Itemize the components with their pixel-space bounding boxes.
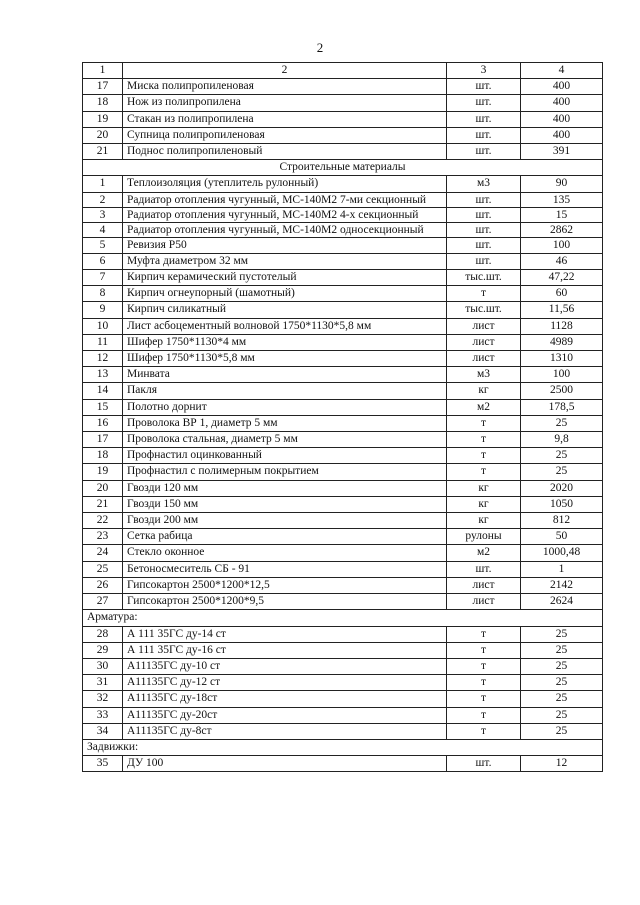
item-quantity: 12 (521, 756, 603, 772)
row-number: 11 (83, 334, 123, 350)
item-unit: рулоны (447, 529, 521, 545)
item-unit: т (447, 675, 521, 691)
item-name: Гипсокартон 2500*1200*9,5 (123, 594, 447, 610)
row-number: 25 (83, 561, 123, 577)
item-quantity: 15 (521, 207, 603, 222)
item-name: Радиатор отопления чугунный, МС-140М2 7-ми секционный (123, 192, 447, 207)
row-number: 13 (83, 367, 123, 383)
item-quantity: 50 (521, 529, 603, 545)
item-unit: т (447, 286, 521, 302)
item-quantity: 25 (521, 464, 603, 480)
row-number: 35 (83, 756, 123, 772)
table-row (83, 253, 603, 269)
table-row (83, 111, 603, 127)
row-number: 4 (83, 222, 123, 237)
item-unit: т (447, 723, 521, 739)
row-number: 30 (83, 658, 123, 674)
item-name: А11135ГС ду-18ст (123, 691, 447, 707)
item-unit: лист (447, 577, 521, 593)
item-name: Лист асбоцементный волновой 1750*1130*5,8 мм (123, 318, 447, 334)
row-number: 22 (83, 513, 123, 529)
table-row (83, 144, 603, 160)
item-quantity: 2624 (521, 594, 603, 610)
item-quantity: 391 (521, 144, 603, 160)
row-number: 31 (83, 675, 123, 691)
item-unit: шт. (447, 144, 521, 160)
item-name: Миска полипропиленовая (123, 79, 447, 95)
row-number: 32 (83, 691, 123, 707)
item-name: А 111 35ГС ду-14 ст (123, 626, 447, 642)
item-quantity: 812 (521, 513, 603, 529)
item-quantity: 60 (521, 286, 603, 302)
materials-table (82, 62, 603, 772)
item-quantity: 90 (521, 176, 603, 192)
item-unit: шт. (447, 756, 521, 772)
item-quantity: 11,56 (521, 302, 603, 318)
item-name: А11135ГС ду-12 ст (123, 675, 447, 691)
item-unit: лист (447, 351, 521, 367)
item-name: Бетоносмеситель СБ - 91 (123, 561, 447, 577)
row-number: 12 (83, 351, 123, 367)
item-name: Ревизия Р50 (123, 237, 447, 253)
item-name: Шифер 1750*1130*4 мм (123, 334, 447, 350)
item-quantity: 25 (521, 707, 603, 723)
row-number: 7 (83, 270, 123, 286)
item-unit: т (447, 432, 521, 448)
row-number: 18 (83, 95, 123, 111)
section-row (83, 160, 603, 176)
item-name: Пакля (123, 383, 447, 399)
item-quantity: 46 (521, 253, 603, 269)
item-quantity: 25 (521, 415, 603, 431)
item-unit: шт. (447, 237, 521, 253)
item-quantity: 25 (521, 626, 603, 642)
item-quantity: 1310 (521, 351, 603, 367)
table-row (83, 594, 603, 610)
item-quantity: 2862 (521, 222, 603, 237)
item-quantity: 25 (521, 691, 603, 707)
item-name: Теплоизоляция (утеплитель рулонный) (123, 176, 447, 192)
item-quantity: 135 (521, 192, 603, 207)
table-row (83, 176, 603, 192)
section-title: Задвижки: (83, 739, 603, 755)
row-number: 29 (83, 642, 123, 658)
row-number: 10 (83, 318, 123, 334)
item-unit: т (447, 642, 521, 658)
item-name: Стакан из полипропилена (123, 111, 447, 127)
item-name: Сетка рабица (123, 529, 447, 545)
item-quantity: 1050 (521, 496, 603, 512)
item-quantity: 25 (521, 723, 603, 739)
table-row (83, 95, 603, 111)
row-number: 16 (83, 415, 123, 431)
table-row (83, 79, 603, 95)
row-number: 27 (83, 594, 123, 610)
table-row (83, 415, 603, 431)
table-header-row (83, 63, 603, 79)
item-quantity: 400 (521, 127, 603, 143)
item-quantity: 2020 (521, 480, 603, 496)
row-number: 14 (83, 383, 123, 399)
item-name: Минвата (123, 367, 447, 383)
table-row (83, 707, 603, 723)
item-quantity: 1128 (521, 318, 603, 334)
table-row (83, 658, 603, 674)
row-number: 9 (83, 302, 123, 318)
header-col-name: 2 (123, 63, 447, 79)
item-name: Шифер 1750*1130*5,8 мм (123, 351, 447, 367)
section-title: Строительные материалы (83, 160, 603, 176)
row-number: 20 (83, 480, 123, 496)
item-name: Гвозди 200 мм (123, 513, 447, 529)
item-quantity: 2500 (521, 383, 603, 399)
item-quantity: 4989 (521, 334, 603, 350)
item-unit: шт. (447, 561, 521, 577)
item-name: Профнастил с полимерным покрытием (123, 464, 447, 480)
table-row (83, 642, 603, 658)
table-row (83, 529, 603, 545)
item-name: Профнастил оцинкованный (123, 448, 447, 464)
row-number: 8 (83, 286, 123, 302)
row-number: 2 (83, 192, 123, 207)
row-number: 23 (83, 529, 123, 545)
header-col-number: 1 (83, 63, 123, 79)
item-quantity: 1000,48 (521, 545, 603, 561)
item-name: Гвозди 150 мм (123, 496, 447, 512)
item-name: Кирпич керамический пустотелый (123, 270, 447, 286)
item-quantity: 25 (521, 658, 603, 674)
section-row (83, 610, 603, 626)
item-unit: м2 (447, 545, 521, 561)
row-number: 19 (83, 464, 123, 480)
item-quantity: 25 (521, 642, 603, 658)
row-number: 3 (83, 207, 123, 222)
item-name: Муфта диаметром 32 мм (123, 253, 447, 269)
item-name: Стекло оконное (123, 545, 447, 561)
table-row (83, 367, 603, 383)
table-row (83, 270, 603, 286)
item-unit: т (447, 626, 521, 642)
table-row (83, 207, 603, 222)
item-unit: шт. (447, 192, 521, 207)
table-row (83, 302, 603, 318)
item-name: Проволока ВР 1, диаметр 5 мм (123, 415, 447, 431)
item-name: Гипсокартон 2500*1200*12,5 (123, 577, 447, 593)
row-number: 28 (83, 626, 123, 642)
item-unit: м3 (447, 367, 521, 383)
table-row (83, 399, 603, 415)
item-unit: шт. (447, 95, 521, 111)
table-row (83, 545, 603, 561)
item-name: Проволока стальная, диаметр 5 мм (123, 432, 447, 448)
item-quantity: 25 (521, 675, 603, 691)
item-name: А11135ГС ду-10 ст (123, 658, 447, 674)
item-unit: шт. (447, 253, 521, 269)
table-row (83, 756, 603, 772)
item-quantity: 400 (521, 111, 603, 127)
item-quantity: 1 (521, 561, 603, 577)
item-unit: тыс.шт. (447, 302, 521, 318)
item-unit: лист (447, 334, 521, 350)
item-unit: шт. (447, 127, 521, 143)
item-name: Кирпич силикатный (123, 302, 447, 318)
table-row (83, 127, 603, 143)
item-quantity: 47,22 (521, 270, 603, 286)
item-unit: тыс.шт. (447, 270, 521, 286)
row-number: 1 (83, 176, 123, 192)
item-name: Радиатор отопления чугунный, МС-140М2 4-х секционный (123, 207, 447, 222)
item-unit: т (447, 464, 521, 480)
table-row (83, 383, 603, 399)
item-unit: т (447, 415, 521, 431)
table-row (83, 334, 603, 350)
item-quantity: 9,8 (521, 432, 603, 448)
table-row (83, 675, 603, 691)
item-name: Гвозди 120 мм (123, 480, 447, 496)
page-number: 2 (316, 40, 324, 55)
item-unit: т (447, 658, 521, 674)
row-number: 20 (83, 127, 123, 143)
row-number: 26 (83, 577, 123, 593)
item-quantity: 400 (521, 79, 603, 95)
table-row (83, 222, 603, 237)
table-row (83, 286, 603, 302)
item-quantity: 25 (521, 448, 603, 464)
table-row (83, 237, 603, 253)
item-unit: шт. (447, 111, 521, 127)
item-name: Супница полипропиленовая (123, 127, 447, 143)
section-title: Арматура: (83, 610, 603, 626)
item-unit: лист (447, 318, 521, 334)
item-unit: м3 (447, 176, 521, 192)
table-row (83, 480, 603, 496)
item-unit: кг (447, 383, 521, 399)
row-number: 24 (83, 545, 123, 561)
item-unit: т (447, 448, 521, 464)
table-row (83, 496, 603, 512)
header-col-unit: 3 (447, 63, 521, 79)
item-name: ДУ 100 (123, 756, 447, 772)
table-body (83, 79, 603, 772)
item-unit: лист (447, 594, 521, 610)
row-number: 33 (83, 707, 123, 723)
table-row (83, 432, 603, 448)
table-row (83, 626, 603, 642)
row-number: 19 (83, 111, 123, 127)
item-unit: шт. (447, 79, 521, 95)
item-unit: кг (447, 480, 521, 496)
item-unit: шт. (447, 222, 521, 237)
item-name: Поднос полипропиленовый (123, 144, 447, 160)
header-col-quantity: 4 (521, 63, 603, 79)
table-row (83, 192, 603, 207)
row-number: 17 (83, 79, 123, 95)
item-unit: кг (447, 496, 521, 512)
item-unit: м2 (447, 399, 521, 415)
row-number: 18 (83, 448, 123, 464)
item-name: Кирпич огнеупорный (шамотный) (123, 286, 447, 302)
row-number: 17 (83, 432, 123, 448)
item-name: Полотно дорнит (123, 399, 447, 415)
item-name: Радиатор отопления чугунный, МС-140М2 односекционный (123, 222, 447, 237)
item-quantity: 100 (521, 367, 603, 383)
row-number: 5 (83, 237, 123, 253)
item-unit: кг (447, 513, 521, 529)
item-quantity: 178,5 (521, 399, 603, 415)
table-row (83, 577, 603, 593)
table-row (83, 448, 603, 464)
item-name: А 111 35ГС ду-16 ст (123, 642, 447, 658)
table-row (83, 464, 603, 480)
item-quantity: 100 (521, 237, 603, 253)
item-name: А11135ГС ду-8ст (123, 723, 447, 739)
table-row (83, 561, 603, 577)
item-unit: т (447, 707, 521, 723)
row-number: 21 (83, 144, 123, 160)
row-number: 15 (83, 399, 123, 415)
item-quantity: 2142 (521, 577, 603, 593)
row-number: 6 (83, 253, 123, 269)
item-unit: т (447, 691, 521, 707)
item-name: А11135ГС ду-20ст (123, 707, 447, 723)
table-row (83, 723, 603, 739)
table-row (83, 691, 603, 707)
item-quantity: 400 (521, 95, 603, 111)
section-row (83, 739, 603, 755)
item-unit: шт. (447, 207, 521, 222)
row-number: 21 (83, 496, 123, 512)
row-number: 34 (83, 723, 123, 739)
table-row (83, 351, 603, 367)
item-name: Нож из полипропилена (123, 95, 447, 111)
table-row (83, 513, 603, 529)
table-row (83, 318, 603, 334)
